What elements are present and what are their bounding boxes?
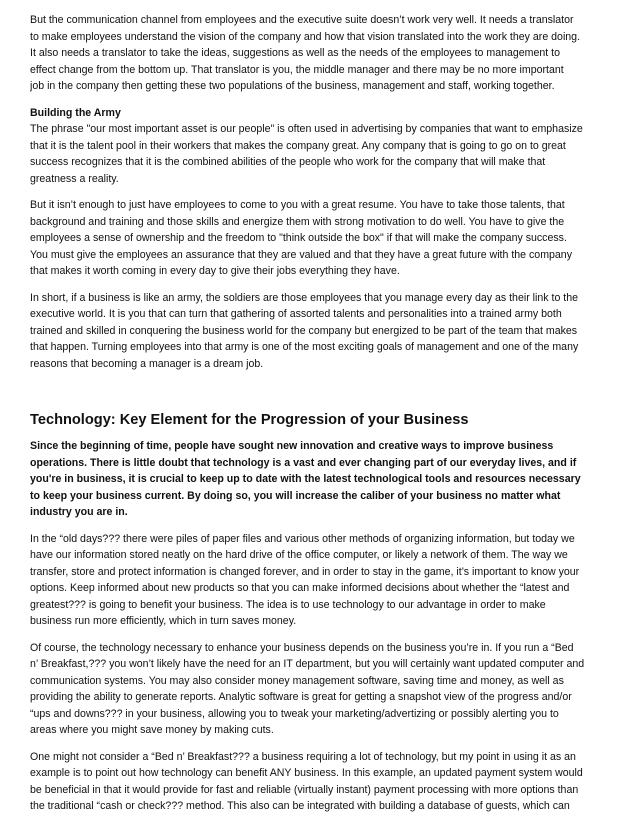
- text-line: n’ Breakfast,??? you won’t likely have the need for an IT department, but you will certainly want updated computer and: [30, 658, 585, 670]
- text-line: greatest??? is going to benefit your business. The idea is to use technology to our advantage in order to make: [30, 598, 546, 611]
- text-line: The phrase "our most important asset is our people" is often used in advertising by companies that want to emphasize: [30, 123, 583, 135]
- text-line: that happen. Turning employees into that army is one of the most exciting goals of management and one of the many: [30, 341, 579, 353]
- text-line: communication systems. You may also consider money management software, saving time and money, as well as: [30, 674, 564, 687]
- text-line: You must give the employees an assurance that they are valued and that they have a great future with the company: [30, 248, 572, 261]
- intro-paragraph: [30, 12, 632, 95]
- text-line: But the communication channel from employees and the executive suite doesn’t work very well. It needs a translator: [30, 14, 574, 26]
- text-line: that makes it worth coming in every day to give their jobs everything they have.: [30, 265, 400, 277]
- text-line: trained and skilled in conquering the business world for the company but energized to be part of the team that makes: [30, 324, 578, 337]
- text-line: be beneficial in that it would provide for fast and reliable (virtually instant) payment processing with more options than: [30, 783, 579, 796]
- text-line: providing the ability to generate reports. Analytic software is great for getting a snapshot view of the progress and/or: [30, 691, 572, 703]
- text-line: business run more efficiently, which in turn saves money.: [30, 615, 297, 627]
- section-title: Technology: Key Element for the Progression of your Business: [30, 412, 469, 428]
- text-line: “ups and downs??? in your business, allowing you to tweak your marketing/advertizing or possibly alerting you to: [30, 707, 559, 720]
- text-line: Since the beginning of time, people have sought new innovation and creative ways to improve business: [30, 440, 554, 452]
- tech-paragraph-1: [30, 531, 632, 630]
- text-line: In short, if a business is like an army, the soldiers are those employees that you manage every day as their link to the: [30, 291, 579, 304]
- text-line: job in the company then getting these two populations of the business, management and staff, working together.: [30, 80, 555, 92]
- army-paragraph-3: [30, 290, 632, 373]
- text-line: to make employees understand the vision of the company and how that vision translated into the work they are doing.: [30, 30, 581, 43]
- text-line: background and training and those skills and energize them with strong motivation to do well. You have to give the: [30, 215, 565, 228]
- text-line: executive world. It is you that can turn that gathering of assorted talents and personalities into a trained army both: [30, 308, 562, 320]
- text-line: reasons that becoming a manager is a dream job.: [30, 357, 264, 370]
- text-line: It also needs a translator to take the ideas, suggestions as well as the needs of the employees to management to: [30, 47, 561, 59]
- text-line: industry you are in.: [30, 506, 128, 518]
- text-line: One might not consider a “Bed n’ Breakfast??? a business requiring a lot of technology, but my point in using it as an: [30, 750, 576, 763]
- text-line: you're in business, it is crucial to keep up to date with the latest technological tools and resources necessary: [30, 473, 581, 485]
- text-line: greatness a reality.: [30, 172, 119, 185]
- text-line: that it is the talent pool in their workers that makes the company great. Any company that is going to go on to great: [30, 139, 566, 152]
- text-line: operations. There is little doubt that technology is a vast and ever changing part of our everyday lives, and if: [30, 456, 577, 469]
- text-line: to keep your business current. By doing so, you will increase the caliber of your business no matter what: [30, 489, 561, 502]
- army-heading: Building the Army: [30, 106, 121, 119]
- text-line: success recognizes that it is the combined abilities of the people who work for the company that will make that: [30, 156, 546, 168]
- army-paragraph-1: [30, 121, 632, 187]
- tech-paragraph-2: [30, 640, 632, 739]
- text-line: example is to point out how technology can benefit ANY business. In this example, an updated payment system would: [30, 767, 583, 779]
- tech-paragraph-3: [30, 749, 632, 815]
- text-line: transfer, store and protect information is changed forever, and in order to stay in the game, it’s important to know your: [30, 565, 580, 578]
- text-line: options. Keep informed about new products so that you can make informed decisions about whether the “latest and: [30, 582, 570, 594]
- text-line: have our information stored neatly on the hard drive of the office computer, or likely a network of them. The way we: [30, 549, 568, 561]
- text-line: employees a sense of ownership and the freedom to "think outside the box" if that will make the company success.: [30, 232, 567, 244]
- text-line: the traditional “cash or check??? method. This also can be integrated with building a database of guests, which can: [30, 800, 570, 812]
- text-line: areas where you might save money by making cuts.: [30, 724, 274, 736]
- text-line: In the “old days??? there were piles of paper files and various other methods of organizing information, but today we: [30, 532, 575, 545]
- text-line: But it isn’t enough to just have employees to come to you with a great resume. You have to take those talents, that: [30, 199, 565, 211]
- text-line: effect change from the bottom up. That translator is you, the middle manager and there may be no more important: [30, 63, 564, 76]
- tech-lead-paragraph: [30, 438, 632, 521]
- text-line: Of course, the technology necessary to enhance your business depends on the business you’re in. If you run a “Bed: [30, 641, 574, 654]
- army-paragraph-2: [30, 197, 632, 280]
